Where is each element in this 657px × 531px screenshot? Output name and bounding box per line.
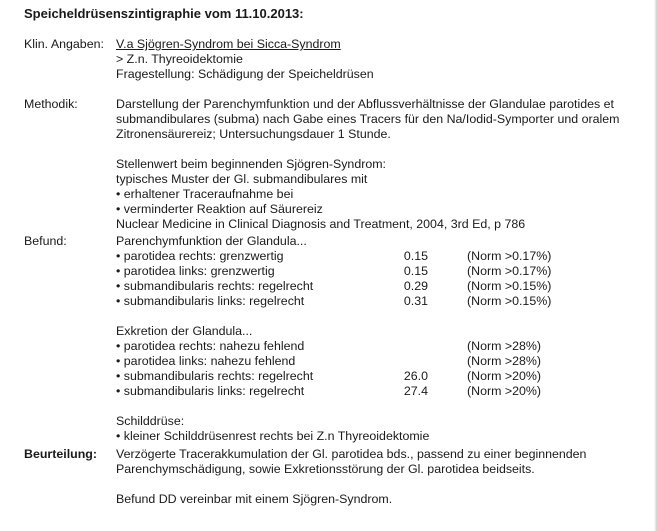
excretion-heading: Exkretion der Glandula... [116,324,253,338]
gland-name: • parotidea links: nahezu fehlend [116,354,296,368]
norm-value: (Norm >0.15%) [467,294,552,308]
parenchyma-row [116,279,646,294]
section-label-klin-angaben: Klin. Angaben: [24,37,104,51]
assessment-line: Parenchymschädigung, sowie Exkretionsstörung der Gl. parotidea beidseits. [116,462,535,476]
section-label-methodik: Methodik: [24,97,78,111]
excretion-row [116,384,646,399]
measured-value: 0.31 [403,294,428,308]
section-label-beurteilung: Beurteilung: [24,447,97,461]
excretion-row [116,369,646,384]
section-beurteilung [116,447,646,507]
section-label-befund: Befund: [24,234,67,248]
gland-name: • parotidea links: grenzwertig [116,264,275,278]
relevance-heading: Stellenwert beim beginnenden Sjögren-Syndrom: [116,157,386,171]
measured-value: 26.0 [403,369,428,383]
parenchyma-heading: Parenchymfunktion der Glandula... [116,234,307,248]
gland-name: • parotidea rechts: nahezu fehlend [116,339,305,353]
thyroid-finding: • kleiner Schilddrüsenrest rechts bei Z.n Thyreoidektomie [116,429,430,443]
clinical-suspicion: V.a Sjögren-Syndrom bei Sicca-Syndrom [116,37,341,51]
excretion-row [116,354,646,369]
excretion-row [116,339,646,354]
assessment-conclusion: Befund DD vereinbar mit einem Sjögren-Syndrom. [116,492,393,506]
gland-name: • submandibularis rechts: regelrecht [116,279,314,293]
norm-value: (Norm >28%) [467,339,542,353]
norm-value: (Norm >0.17%) [467,249,552,263]
clinical-question: Fragestellung: Schädigung der Speicheldrüsen [116,67,374,81]
relevance-line: typisches Muster der Gl. submandibulares mit [116,172,368,186]
assessment-line: Verzögerte Tracerakkumulation der Gl. parotidea bds., passend zu einer beginnenden [116,447,587,461]
measured-value: 0.15 [403,249,428,263]
gland-name: • submandibularis links: regelrecht [116,384,305,398]
section-methodik [116,97,646,232]
norm-value: (Norm >0.17%) [467,264,552,278]
gland-name: • submandibularis rechts: regelrecht [116,369,314,383]
norm-value: (Norm >20%) [467,369,542,383]
thyroid-heading: Schilddrüse: [116,414,185,428]
gland-name: • parotidea rechts: grenzwertig [116,249,284,263]
method-line: Zitronensäurereiz; Untersuchungsdauer 1 Stunde. [116,127,391,141]
norm-value: (Norm >0.15%) [467,279,552,293]
clinical-history: > Z.n. Thyreoidektomie [116,52,243,66]
reference-citation: Nuclear Medicine in Clinical Diagnosis and Treatment, 2004, 3rd Ed, p 786 [116,217,526,231]
section-befund [116,234,646,444]
norm-value: (Norm >20%) [467,384,542,398]
norm-value: (Norm >28%) [467,354,542,368]
measured-value: 0.29 [403,279,428,293]
parenchyma-row [116,294,646,309]
parenchyma-row [116,249,646,264]
section-klin-angaben [116,37,646,82]
method-line: Darstellung der Parenchymfunktion und der Abflussverhältnisse der Glandulae parotides et [116,97,614,111]
gland-name: • submandibularis links: regelrecht [116,294,305,308]
report-title: Speicheldrüsenszintigraphie vom 11.10.2013: [24,6,304,21]
relevance-bullet: • erhaltener Traceraufnahme bei [116,187,294,201]
parenchyma-row [116,264,646,279]
relevance-bullet: • verminderter Reaktion auf Säurereiz [116,202,323,216]
measured-value: 27.4 [403,384,428,398]
method-line: submandibulares (subma) nach Gabe eines Tracers für den Na/Iodid-Symporter und oralem [116,112,620,126]
measured-value: 0.15 [403,264,428,278]
